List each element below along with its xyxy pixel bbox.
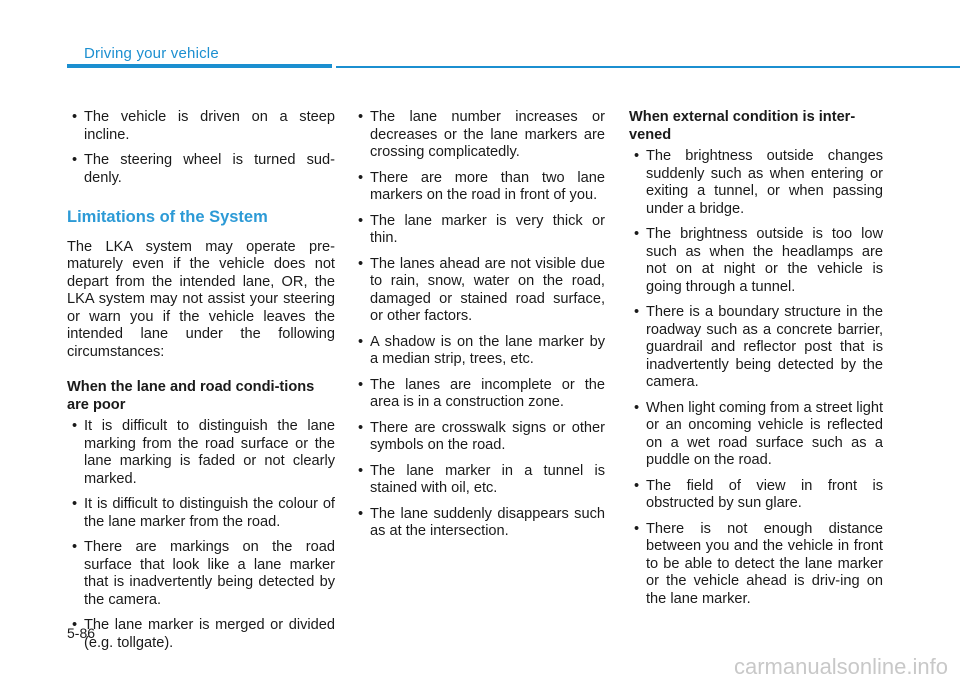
list-item: • The lane suddenly disappears such as at the intersection.: [353, 506, 605, 541]
list-item: • The lane marker is very thick or thin.: [353, 213, 605, 248]
section-title-header: Driving your vehicle: [84, 45, 219, 62]
list-item: • The lane marker is merged or divided (e.g. tollgate).: [67, 617, 335, 652]
list-item: • When light coming from a street light or an oncoming vehicle is reflected on a wet road surface such as a puddle on the road.: [629, 400, 883, 470]
header-rule-thick: [67, 64, 332, 68]
lane-issues-list: [353, 109, 605, 541]
list-item: • The steering wheel is turned sud-denly.: [67, 152, 335, 187]
list-item: • The lanes are incomplete or the area is in a construction zone.: [353, 377, 605, 412]
intro-bullet-list: [67, 109, 335, 187]
list-item: • There is a boundary structure in the roadway such as a concrete barrier, guardrail and reflector post that is inadvertently being detected by the camera.: [629, 304, 883, 392]
subheading-external-conditions: When external condition is inter-vened: [629, 109, 856, 143]
column-1: [67, 109, 335, 660]
list-item: • A shadow is on the lane marker by a median strip, trees, etc.: [353, 334, 605, 369]
list-item: • The lane marker in a tunnel is stained with oil, etc.: [353, 463, 605, 498]
watermark: carmanualsonline.info: [733, 654, 948, 679]
list-item: • The lane number increases or decreases or the lane markers are crossing complicatedly.: [353, 109, 605, 162]
list-item: • It is difficult to distinguish the colour of the lane marker from the road.: [67, 496, 335, 531]
list-item: • The lanes ahead are not visible due to rain, snow, water on the road, damaged or stained road surface, or other factors.: [353, 256, 605, 326]
list-item: • The brightness outside changes suddenly such as when entering or exiting a tunnel, or when passing under a bridge.: [629, 148, 883, 218]
header-rule-thin: [336, 66, 960, 68]
limitations-paragraph: The LKA system may operate pre-maturely even if the vehicle does not depart from the intended lane, OR, the LKA system may not assist your steering or warn you if the vehicle leaves the intended lane under the following circumstances:: [67, 238, 335, 360]
list-item: • The brightness outside is too low such as when the headlamps are not on at night or the vehicle is going through a tunnel.: [629, 226, 883, 296]
page-number: 5-86: [67, 625, 96, 641]
list-item: • There are crosswalk signs or other symbols on the road.: [353, 420, 605, 455]
limitations-heading: Limitations of the System: [67, 208, 268, 226]
list-item: • There is not enough distance between you and the vehicle in front to be able to detect the lane marker or the vehicle ahead is driv-ing on the lane marker.: [629, 521, 883, 609]
column-2: [353, 109, 605, 549]
list-item: • There are markings on the road surface that look like a lane marker that is inadvertently being detected by the camera.: [67, 539, 335, 609]
subheading-lane-conditions: When the lane and road condi-tions are poor: [67, 379, 315, 413]
lane-conditions-list: [67, 418, 335, 652]
list-item: • It is difficult to distinguish the lane marking from the road surface or the lane marking is faded or not clearly marked.: [67, 418, 335, 488]
column-3: [629, 109, 883, 616]
list-item: • The field of view in front is obstructed by sun glare.: [629, 478, 883, 513]
external-conditions-list: [629, 148, 883, 608]
list-item: • There are more than two lane markers on the road in front of you.: [353, 170, 605, 205]
page-header: [0, 0, 960, 72]
list-item: • The vehicle is driven on a steep incline.: [67, 109, 335, 144]
